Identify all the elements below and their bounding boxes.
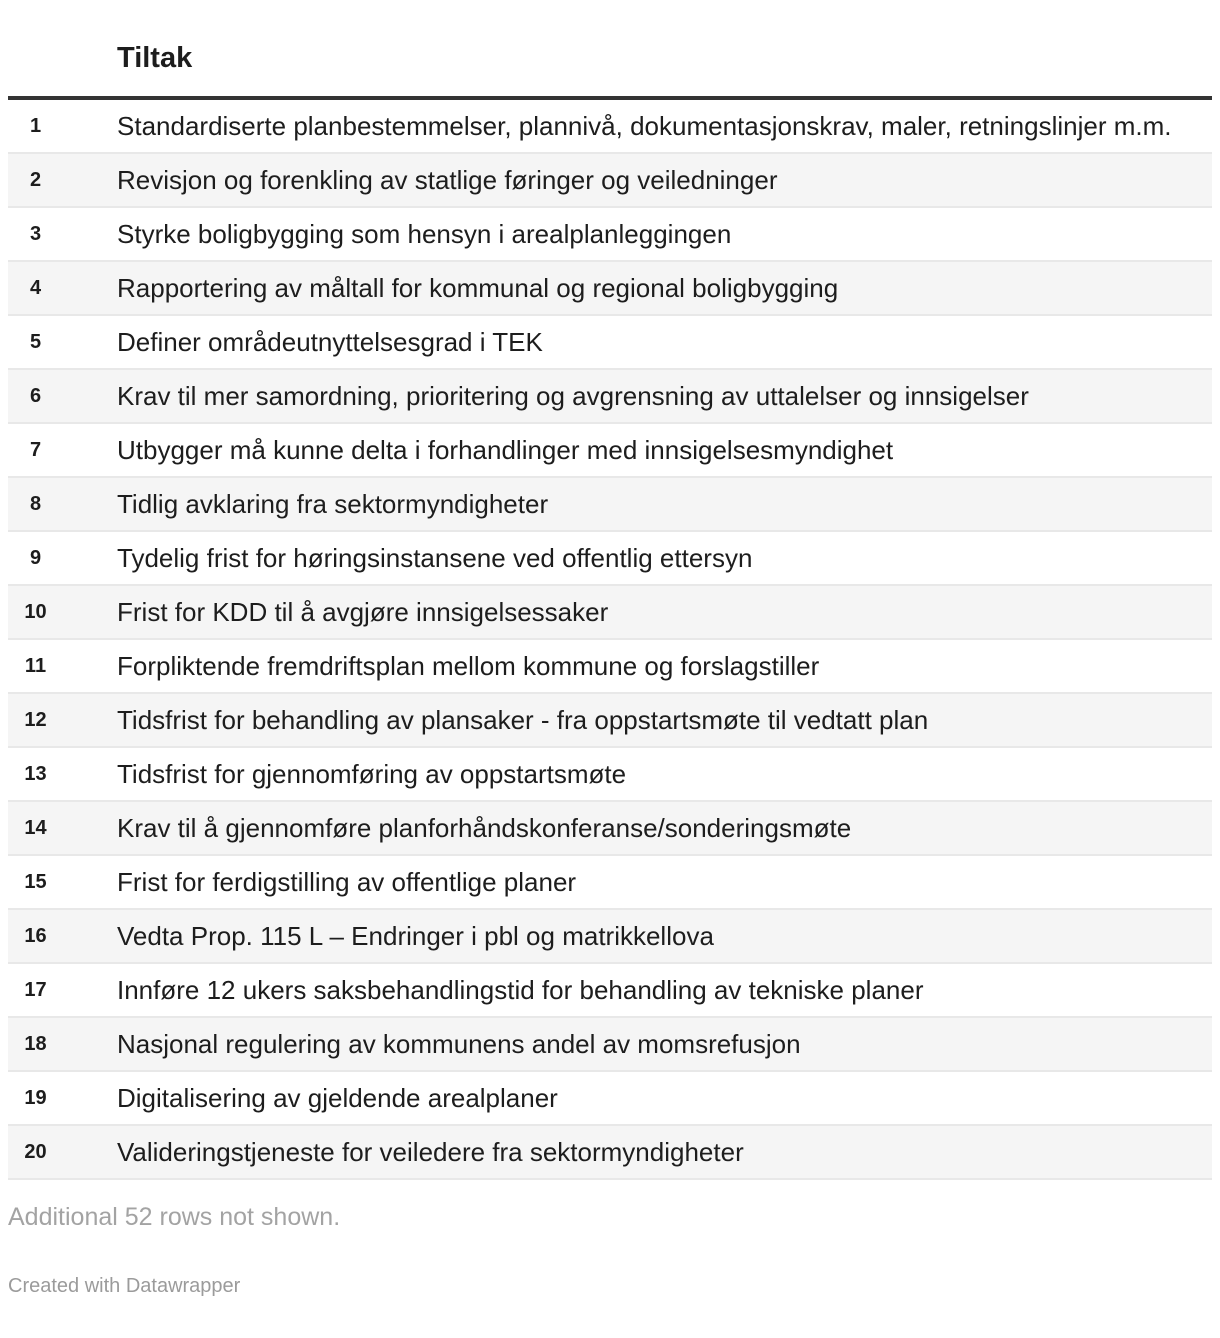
row-text: Nasjonal regulering av kommunens andel av momsrefusjon xyxy=(117,1029,801,1059)
row-number: 7 xyxy=(29,438,42,461)
row-text: Rapportering av måltall for kommunal og regional boligbygging xyxy=(117,273,839,303)
row-number-column-header xyxy=(8,0,63,98)
header-row xyxy=(8,0,1212,98)
table-row xyxy=(8,98,1212,153)
table-row xyxy=(8,1125,1212,1179)
table-row xyxy=(8,207,1212,261)
table-row xyxy=(8,315,1212,369)
row-text: Revisjon og forenkling av statlige føringer og veiledninger xyxy=(117,165,778,195)
table-row xyxy=(8,585,1212,639)
table-row xyxy=(8,153,1212,207)
table-row xyxy=(8,963,1212,1017)
column-header-tiltak: Tiltak xyxy=(63,0,1212,98)
row-number: 5 xyxy=(29,330,42,353)
row-number: 11 xyxy=(24,654,47,677)
table-body xyxy=(8,98,1212,1179)
table-row xyxy=(8,423,1212,477)
table-row xyxy=(8,801,1212,855)
row-number: 3 xyxy=(29,222,42,245)
row-text: Digitalisering av gjeldende arealplaner xyxy=(117,1083,558,1113)
row-number: 20 xyxy=(24,1140,47,1163)
row-text: Krav til mer samordning, prioritering og avgrensning av uttalelser og innsigelser xyxy=(117,381,1029,411)
table-row xyxy=(8,747,1212,801)
row-text: Tydelig frist for høringsinstansene ved offentlig ettersyn xyxy=(117,543,753,573)
row-text: Forpliktende fremdriftsplan mellom kommune og forslagstiller xyxy=(117,651,820,681)
row-text: Tidsfrist for behandling av plansaker - fra oppstartsmøte til vedtatt plan xyxy=(117,705,929,735)
table-row xyxy=(8,909,1212,963)
row-number: 10 xyxy=(24,600,47,623)
row-number: 8 xyxy=(29,492,42,515)
table-header xyxy=(8,0,1212,98)
table-row xyxy=(8,477,1212,531)
row-number: 9 xyxy=(29,546,42,569)
row-text: Utbygger må kunne delta i forhandlinger med innsigelsesmyndighet xyxy=(117,435,894,465)
row-text: Tidlig avklaring fra sektormyndigheter xyxy=(117,489,549,519)
row-number: 16 xyxy=(24,924,47,947)
row-number: 6 xyxy=(29,384,42,407)
row-number: 13 xyxy=(24,762,47,785)
table-row xyxy=(8,639,1212,693)
table-row xyxy=(8,1071,1212,1125)
row-number: 4 xyxy=(29,276,42,299)
row-number: 18 xyxy=(24,1032,47,1055)
table-row xyxy=(8,369,1212,423)
row-number: 12 xyxy=(24,708,47,731)
row-text: Innføre 12 ukers saksbehandlingstid for behandling av tekniske planer xyxy=(117,975,924,1005)
row-text: Standardiserte planbestemmelser, plannivå, dokumentasjonskrav, maler, retningslinjer m.m. xyxy=(117,111,1172,141)
row-text: Frist for KDD til å avgjøre innsigelsessaker xyxy=(117,597,609,627)
additional-rows-note: Additional 52 rows not shown. xyxy=(8,1203,341,1231)
table-row xyxy=(8,855,1212,909)
table-row xyxy=(8,261,1212,315)
row-number: 1 xyxy=(29,114,42,137)
row-text: Definer områdeutnyttelsesgrad i TEK xyxy=(117,327,543,357)
row-number: 19 xyxy=(24,1086,47,1109)
row-text: Tidsfrist for gjennomføring av oppstartsmøte xyxy=(117,759,627,789)
row-text: Frist for ferdigstilling av offentlige planer xyxy=(117,867,577,897)
row-number: 15 xyxy=(24,870,47,893)
row-text: Valideringstjeneste for veiledere fra sektormyndigheter xyxy=(117,1137,744,1167)
row-text: Vedta Prop. 115 L – Endringer i pbl og matrikkellova xyxy=(117,921,714,951)
table-row xyxy=(8,693,1212,747)
row-number: 17 xyxy=(24,978,47,1001)
row-number: 2 xyxy=(29,168,42,191)
table-row xyxy=(8,531,1212,585)
tiltak-table xyxy=(8,0,1212,1180)
row-text: Krav til å gjennomføre planforhåndskonferanse/sonderingsmøte xyxy=(117,813,852,843)
row-text: Styrke boligbygging som hensyn i arealplanleggingen xyxy=(117,219,732,249)
row-number: 14 xyxy=(24,816,47,839)
datawrapper-attribution-link[interactable]: Created with Datawrapper xyxy=(8,1275,241,1297)
table-row xyxy=(8,1017,1212,1071)
